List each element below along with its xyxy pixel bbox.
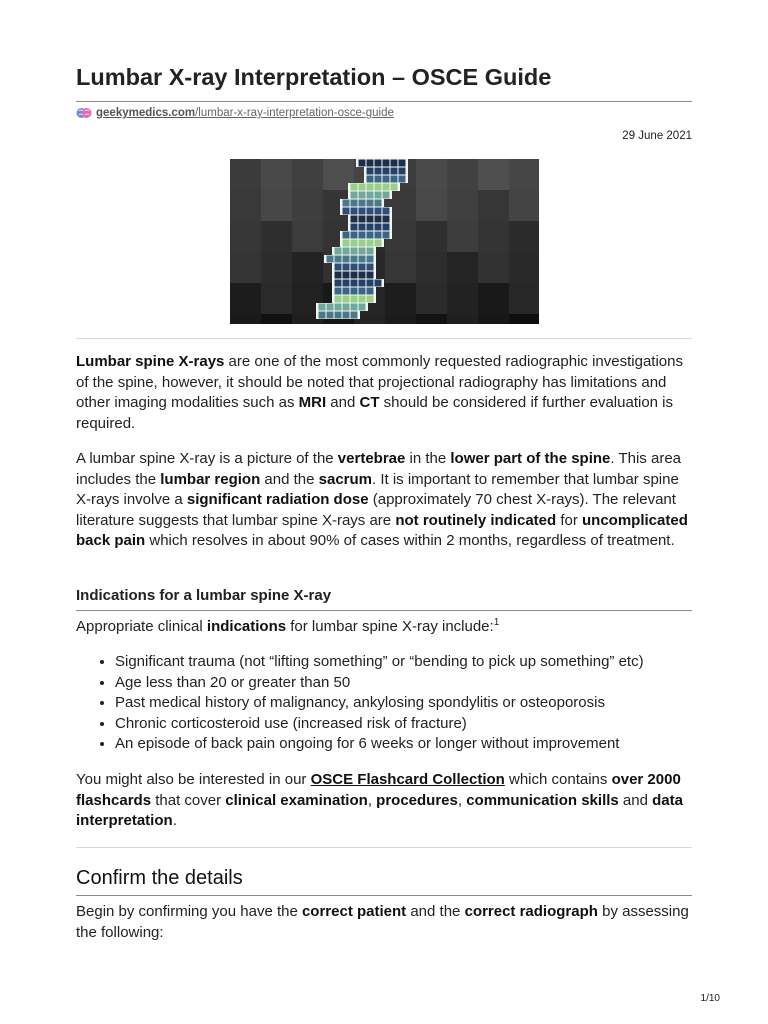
spine-pixel (359, 200, 366, 207)
spine-pixel (351, 312, 358, 319)
spine-pixel (335, 272, 342, 279)
text-run: Begin by confirming you have the (76, 903, 302, 920)
spine-pixel (319, 312, 326, 319)
xray-pixel (447, 252, 478, 283)
spine-pixel (351, 264, 358, 271)
bold-term: CT (359, 394, 380, 412)
spine-pixel (367, 216, 374, 223)
spine-pixel (359, 264, 366, 271)
spine-pixel (343, 208, 350, 215)
spine-pixel (359, 248, 366, 255)
hero-xray-image (230, 159, 539, 324)
spine-pixel (375, 200, 382, 207)
bold-term: not routinely indicated (395, 511, 557, 529)
spine-pixel (367, 240, 374, 247)
indication-item: • Significant trauma (not “lifting something” or “bending to pick up something” etc) (115, 652, 692, 673)
spine-pixel (351, 304, 358, 311)
confirm-paragraph (76, 902, 692, 943)
spine-pixel (383, 208, 390, 215)
spine-pixel (399, 168, 406, 175)
spine-pixel (367, 184, 374, 191)
spine-pixel (343, 264, 350, 271)
text-run: . It is important to remember that lumbar spine X-rays involve a (76, 470, 679, 509)
bold-term: MRI (298, 394, 327, 412)
bold-term: data interpretation (76, 791, 683, 830)
spine-pixel (351, 240, 358, 247)
spine-pixel (375, 160, 382, 167)
spine-pixel (399, 160, 406, 167)
xray-pixel (416, 221, 447, 252)
xray-pixel (509, 283, 539, 314)
xray-pixel (261, 252, 292, 283)
spine-pixel (343, 256, 350, 263)
xray-pixel (447, 190, 478, 221)
spine-pixel (383, 216, 390, 223)
spine-pixel (383, 168, 390, 175)
spine-pixel (383, 192, 390, 199)
spine-pixel (375, 224, 382, 231)
text-run: are one of the most commonly requested radiographic investigations of the spine, however, it should be noted that projectional radiography has limitations and other imaging modalities such as (76, 353, 683, 412)
indication-item: • An episode of back pain ongoing for 6 weeks or longer without improvement (115, 734, 692, 755)
bold-term: clinical examination (225, 791, 368, 809)
spine-pixel (375, 280, 382, 287)
spine-pixel (399, 176, 406, 183)
spine-pixel (367, 288, 374, 295)
xray-pixel (478, 221, 509, 252)
text-run: and the (406, 903, 465, 920)
spine-pixel (367, 224, 374, 231)
spine-pixel (335, 256, 342, 263)
spine-pixel (351, 224, 358, 231)
spine-pixel (343, 304, 350, 311)
spine-pixel (343, 248, 350, 255)
spine-pixel (351, 192, 358, 199)
spine-pixel (343, 312, 350, 319)
xray-pixel (478, 190, 509, 221)
spine-pixel (391, 168, 398, 175)
xray-pixel (447, 314, 478, 324)
xray-pixel (509, 314, 539, 324)
text-run: , (457, 791, 467, 809)
bold-term: over 2000 flashcards (76, 771, 681, 809)
source-path-link[interactable]: /lumbar-x-ray-interpretation-osce-guide (195, 107, 394, 119)
xray-pixel (292, 190, 323, 221)
spine-pixel (359, 232, 366, 239)
spine-pixel (367, 248, 374, 255)
text-run: in the (405, 450, 451, 467)
spine-pixel (343, 272, 350, 279)
xray-pixel (292, 221, 323, 252)
indication-item: • Age less than 20 or greater than 50 (115, 673, 692, 694)
publish-date: 29 June 2021 (622, 130, 692, 142)
spine-pixel (367, 176, 374, 183)
spine-pixel (343, 200, 350, 207)
page-title: Lumbar X-ray Interpretation – OSCE Guide (76, 64, 552, 90)
xray-pixel (416, 314, 447, 324)
spine-pixel (367, 168, 374, 175)
bold-term: significant radiation dose (186, 491, 369, 509)
spine-pixel (327, 304, 334, 311)
spine-pixel (351, 184, 358, 191)
spine-pixel (375, 168, 382, 175)
spine-pixel (367, 296, 374, 303)
source-domain-link[interactable]: geekymedics.com (96, 107, 196, 119)
text-run: which resolves in about 90% of cases within 2 months, regardless of treatment. (145, 532, 675, 550)
spine-pixel (359, 280, 366, 287)
spine-pixel (343, 288, 350, 295)
spine-pixel (359, 288, 366, 295)
xray-pixel (478, 314, 509, 324)
xray-pixel (230, 190, 261, 221)
spine-pixel (335, 288, 342, 295)
xray-pixel (478, 283, 509, 314)
xray-pixel (261, 314, 292, 324)
spine-pixel (375, 240, 382, 247)
spine-pixel (359, 304, 366, 311)
bold-term: indications (206, 618, 287, 635)
text-run: and (326, 394, 360, 412)
spine-pixel (335, 248, 342, 255)
spine-pixel (327, 312, 334, 319)
indications-heading: Indications for a lumbar spine X-ray (76, 587, 332, 604)
text-run: and (618, 791, 653, 809)
spine-pixel (343, 296, 350, 303)
spine-pixel (335, 304, 342, 311)
spine-pixel (351, 208, 358, 215)
spine-pixel (319, 304, 326, 311)
xray-pixel (447, 159, 478, 190)
intro-paragraph-2 (76, 449, 692, 552)
xray-pixel (416, 159, 447, 190)
text-run: should be considered if further evaluation is required. (76, 394, 674, 432)
spine-pixel (367, 280, 374, 287)
xray-pixel (230, 252, 261, 283)
xray-pixel (416, 252, 447, 283)
spine-pixel (359, 192, 366, 199)
xray-pixel (509, 252, 539, 283)
spine-pixel (351, 216, 358, 223)
spine-pixel (391, 176, 398, 183)
spine-pixel (367, 232, 374, 239)
spine-pixel (383, 232, 390, 239)
text-run: . This area includes the (76, 450, 681, 488)
spine-pixel (367, 160, 374, 167)
text-run: for (556, 511, 583, 529)
xray-pixel (292, 252, 323, 283)
xray-pixel (230, 221, 261, 252)
bold-term: correct radiograph (464, 903, 598, 920)
xray-pixel (292, 159, 323, 190)
bold-term: vertebrae (337, 450, 406, 467)
bold-term: communication skills (466, 791, 619, 809)
spine-pixel (375, 208, 382, 215)
spine-pixel (335, 312, 342, 319)
xray-pixel (261, 283, 292, 314)
xray-pixel (509, 159, 539, 190)
xray-pixel (509, 190, 539, 221)
spine-pixel (391, 184, 398, 191)
xray-pixel (230, 314, 261, 324)
xray-pixel (261, 190, 292, 221)
spine-pixel (383, 160, 390, 167)
text-run: A lumbar spine X-ray is a picture of the (76, 450, 338, 467)
xray-pixel (416, 190, 447, 221)
text-run: Appropriate clinical (76, 618, 207, 635)
xray-pixel (385, 314, 416, 324)
spine-pixel (351, 248, 358, 255)
text-run: by assessing the following: (76, 903, 689, 941)
spine-pixel (351, 272, 358, 279)
text-run: for lumbar spine X-ray include: (286, 618, 494, 635)
footnote-ref[interactable]: 1 (493, 617, 500, 628)
spine-pixel (351, 200, 358, 207)
spine-pixel (359, 224, 366, 231)
spine-pixel (351, 296, 358, 303)
source-line (76, 107, 394, 122)
spine-pixel (367, 208, 374, 215)
xray-pixel (385, 283, 416, 314)
spine-pixel (359, 256, 366, 263)
image-divider (76, 338, 692, 339)
xray-pixel (447, 283, 478, 314)
xray-pixel (478, 252, 509, 283)
indications-list (76, 652, 692, 755)
text-run: that cover (151, 791, 226, 809)
text-run: (approximately 70 chest X-rays). The relevant literature suggests that lumbar spine X-rays are (76, 491, 676, 529)
section-divider (76, 847, 692, 848)
text-run: and the (260, 470, 319, 488)
bold-term: lumbar region (160, 470, 261, 488)
spine-pixel (383, 224, 390, 231)
spine-pixel (359, 296, 366, 303)
bold-term: uncomplicated back pain (76, 511, 688, 550)
spine-pixel (367, 192, 374, 199)
spine-pixel (359, 208, 366, 215)
title-divider (76, 101, 692, 102)
spine-pixel (351, 232, 358, 239)
page-number: 1/10 (700, 993, 720, 1004)
bold-term: sacrum (318, 470, 373, 488)
indication-item: • Chronic corticosteroid use (increased risk of fracture) (115, 714, 692, 735)
xray-pixel (478, 159, 509, 190)
geeky-medics-brain-icon (76, 107, 92, 122)
spine-pixel (343, 240, 350, 247)
xray-pixel (230, 159, 261, 190)
xray-pixel (509, 221, 539, 252)
intro-paragraph-1 (76, 352, 692, 434)
spine-pixel (335, 264, 342, 271)
spine-pixel (335, 296, 342, 303)
spine-pixel (367, 272, 374, 279)
spine-pixel (359, 240, 366, 247)
spine-pixel (359, 216, 366, 223)
confirm-details-heading: Confirm the details (76, 867, 243, 889)
spine-pixel (351, 280, 358, 287)
spine-pixel (375, 192, 382, 199)
indication-item: • Past medical history of malignancy, ankylosing spondylitis or osteoporosis (115, 693, 692, 714)
spine-pixel (359, 184, 366, 191)
spine-pixel (327, 256, 334, 263)
xray-pixel (261, 221, 292, 252)
spine-pixel (367, 264, 374, 271)
indications-divider (76, 610, 692, 611)
spine-pixel (359, 272, 366, 279)
spine-pixel (351, 288, 358, 295)
text-run: You might also be interested in our (76, 771, 311, 788)
bold-term: procedures (376, 791, 458, 809)
indications-lead (76, 617, 692, 638)
text-run: , (367, 791, 377, 809)
bold-term: Lumbar spine X-rays (76, 353, 225, 370)
spine-pixel (335, 280, 342, 287)
spine-pixel (375, 176, 382, 183)
text-run: which contains (504, 771, 612, 788)
spine-pixel (367, 256, 374, 263)
xray-pixel (416, 283, 447, 314)
spine-pixel (383, 184, 390, 191)
xray-pixel (230, 283, 261, 314)
bold-term: correct patient (301, 903, 407, 920)
spine-pixel (375, 216, 382, 223)
spine-pixel (343, 232, 350, 239)
spine-pixel (359, 160, 366, 167)
text-run: . (172, 812, 177, 830)
xray-pixel (447, 221, 478, 252)
spine-pixel (367, 200, 374, 207)
bold-term: lower part of the spine (450, 450, 611, 467)
flashcard-promo-paragraph (76, 770, 692, 832)
flashcard-collection-link[interactable]: OSCE Flashcard Collection (310, 771, 505, 788)
confirm-divider (76, 895, 692, 896)
spine-pixel (383, 176, 390, 183)
spine-pixel (391, 160, 398, 167)
spine-pixel (375, 184, 382, 191)
spine-pixel (375, 232, 382, 239)
spine-pixel (343, 280, 350, 287)
xray-pixel (385, 252, 416, 283)
xray-pixel (261, 159, 292, 190)
spine-pixel (351, 256, 358, 263)
